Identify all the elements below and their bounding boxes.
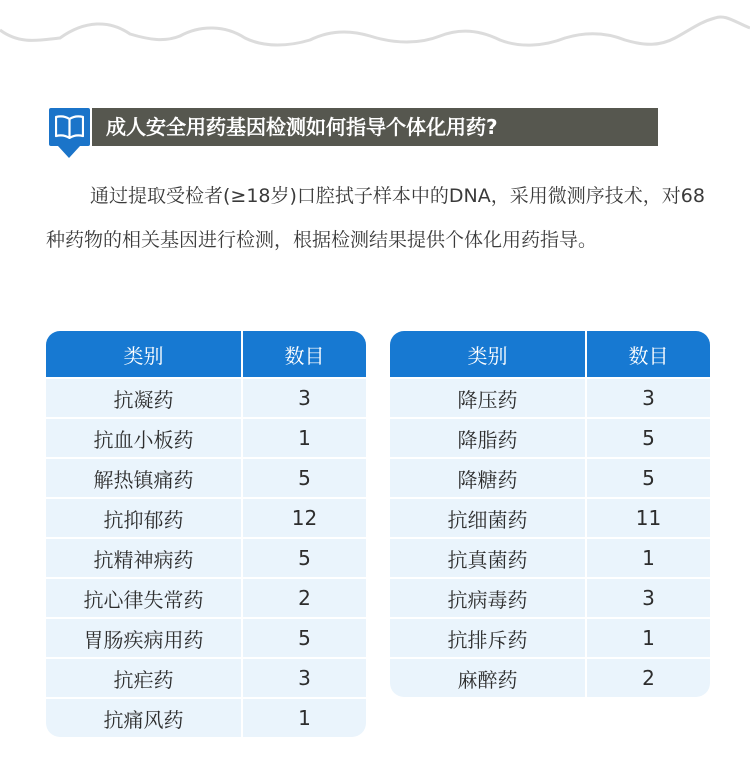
table-header-row <box>390 331 710 377</box>
header-category: 类别 <box>390 331 585 377</box>
header-count: 数目 <box>587 331 710 377</box>
count-cell: 11 <box>587 499 710 537</box>
count-cell: 3 <box>587 379 710 417</box>
header-count: 数目 <box>243 331 366 377</box>
category-cell: 抗心律失常药 <box>46 579 241 617</box>
table-row <box>390 419 710 457</box>
count-cell: 1 <box>243 419 366 457</box>
table-row <box>390 379 710 417</box>
table-row <box>46 619 366 657</box>
count-cell: 5 <box>243 619 366 657</box>
count-cell: 5 <box>243 459 366 497</box>
category-cell: 解热镇痛药 <box>46 459 241 497</box>
category-cell: 胃肠疾病用药 <box>46 619 241 657</box>
table-header-row <box>46 331 366 377</box>
table-row <box>46 379 366 417</box>
count-cell: 1 <box>587 539 710 577</box>
drug-category-table-left <box>46 331 366 737</box>
category-cell: 抗细菌药 <box>390 499 585 537</box>
count-cell: 3 <box>243 379 366 417</box>
category-cell: 抗疟药 <box>46 659 241 697</box>
count-cell: 2 <box>243 579 366 617</box>
category-cell: 抗病毒药 <box>390 579 585 617</box>
count-cell: 3 <box>587 579 710 617</box>
category-cell: 抗血小板药 <box>46 419 241 457</box>
count-cell: 5 <box>243 539 366 577</box>
count-cell: 2 <box>587 659 710 697</box>
count-cell: 5 <box>587 459 710 497</box>
open-book-icon <box>49 108 90 146</box>
category-cell: 抗抑郁药 <box>46 499 241 537</box>
intro-paragraph: 通过提取受检者(≥18岁)口腔拭子样本中的DNA，采用微测序技术，对68种药物的相关基因进行检测，根据检测结果提供个体化用药指导。 <box>46 185 705 251</box>
count-cell: 1 <box>243 699 366 737</box>
table-row <box>390 459 710 497</box>
header-category: 类别 <box>46 331 241 377</box>
table-row <box>390 619 710 657</box>
category-cell: 抗真菌药 <box>390 539 585 577</box>
count-cell: 1 <box>587 619 710 657</box>
category-cell: 降压药 <box>390 379 585 417</box>
category-cell: 麻醉药 <box>390 659 585 697</box>
category-cell: 抗凝药 <box>46 379 241 417</box>
table-row <box>46 579 366 617</box>
drug-category-table-right <box>390 331 710 697</box>
heading-title: 成人安全用药基因检测如何指导个体化用药? <box>92 108 658 146</box>
count-cell: 12 <box>243 499 366 537</box>
table-row <box>46 459 366 497</box>
category-cell: 降脂药 <box>390 419 585 457</box>
table-row <box>46 699 366 737</box>
table-row <box>46 499 366 537</box>
table-row <box>46 419 366 457</box>
table-row <box>46 659 366 697</box>
table-row <box>390 499 710 537</box>
table-row <box>46 539 366 577</box>
count-cell: 5 <box>587 419 710 457</box>
count-cell: 3 <box>243 659 366 697</box>
icon-pointer-tail <box>58 146 80 158</box>
cloud-border-decoration <box>0 0 750 70</box>
category-cell: 抗痛风药 <box>46 699 241 737</box>
category-cell: 抗精神病药 <box>46 539 241 577</box>
table-row <box>390 659 710 697</box>
table-row <box>390 539 710 577</box>
table-row <box>390 579 710 617</box>
category-cell: 降糖药 <box>390 459 585 497</box>
category-cell: 抗排斥药 <box>390 619 585 657</box>
